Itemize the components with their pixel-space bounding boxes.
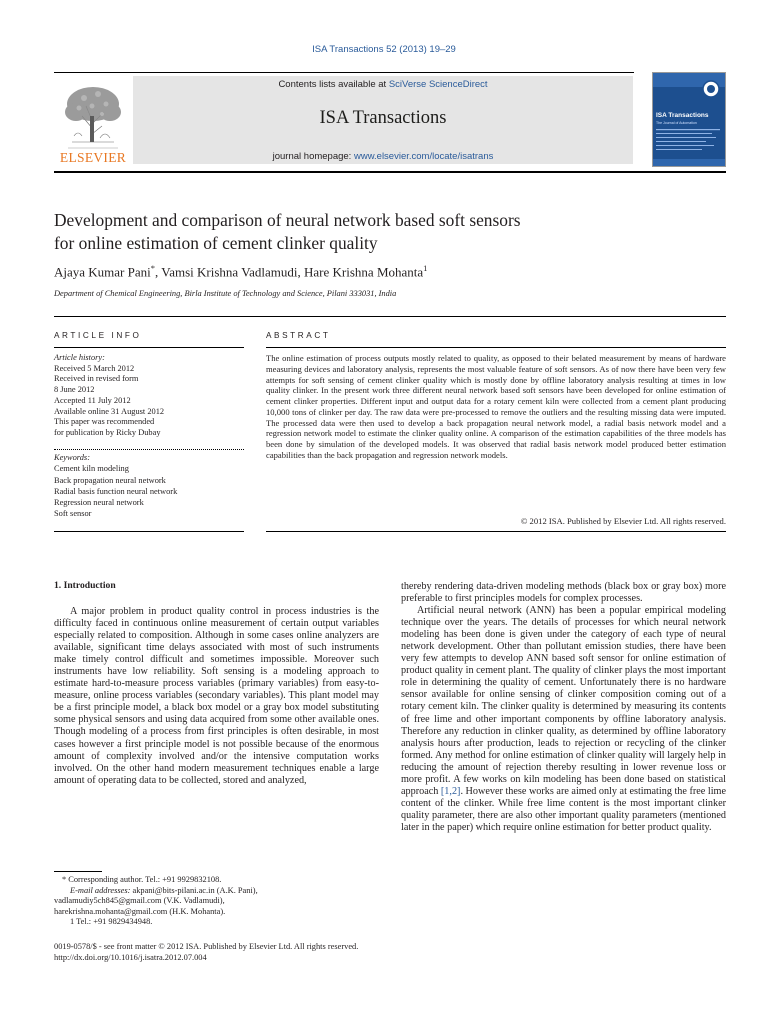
paragraph-text: . However these works are aimed only at estimating the free lime content of the clinker. While free lime content is the most important clinker quality parameter, there are also other important quality parameters (mentioned later in the paper) which require online estimation for better product quality. [401, 785, 726, 833]
author-list [54, 263, 726, 280]
paragraph: thereby rendering data-driven modeling methods (black box or gray box) more preferable to first principles models for complex processes. [401, 581, 726, 605]
history-item: This paper was recommended [54, 417, 155, 427]
header-top-rule [54, 72, 634, 73]
sciencedirect-link[interactable]: SciVerse ScienceDirect [388, 79, 488, 90]
paragraph [401, 605, 726, 834]
elsevier-wordmark: ELSEVIER [59, 150, 127, 165]
article-info-heading: ARTICLE INFO [54, 331, 142, 340]
paragraph-text: Artificial neural network (ANN) has been a popular empirical modeling technique over the years. The details of processes for which neural network modeling has been done is given under the category of each type of neural network development. Other than pollutant emission studies, there have been very few attempts to develop ANN based soft sensor for online estimation of product quality in cement plant. The quality of clinker plays the most important role in determining the quality of cement. Unfortunately there is no hardware sensor available for online sensing of clinker composition coming out of a rotary cement kiln. The clinker quality is determined by measuring its contents of free lime and other important components by offline laboratory analysis. Therefore any reduction in clinker quality, as determined by offline laboratory analysis hours after production, leads to rejection or recycling of the clinker formed. Any method for online estimation of clinker quality will largely help in reducing the amount of rejection thereby resulting in lower revenue loss or more profit. A few works on kiln modeling has been done based on statistical approach [401, 605, 726, 797]
footnote-rule [54, 871, 102, 872]
journal-homepage-link[interactable]: www.elsevier.com/locate/isatrans [353, 151, 494, 162]
journal-citation[interactable]: ISA Transactions 52 (2013) 19–29 [312, 44, 456, 55]
header-bottom-rule [54, 171, 726, 173]
article-history [54, 353, 244, 439]
citation-link[interactable]: [1,2] [440, 785, 461, 797]
corresponding-mark[interactable]: * [150, 263, 156, 273]
affiliation: Department of Chemical Engineering, Birla Institute of Technology and Science, Pilani 333031, India [54, 289, 397, 298]
body-column-left [54, 606, 379, 787]
section-heading-introduction: 1. Introduction [54, 580, 116, 591]
cover-graphic [653, 73, 726, 167]
article-title [54, 209, 726, 255]
footnotes [54, 875, 384, 928]
abstract-bottom-rule [266, 531, 726, 532]
history-label: Article history: [54, 353, 105, 362]
article-info-bottom-rule [54, 531, 244, 532]
authors-rest[interactable]: , Vamsi Krishna Vadlamudi, Hare Krishna Mohanta [155, 264, 424, 280]
keyword-item: Cement kiln modeling [54, 464, 129, 474]
article-info-rule [54, 347, 244, 348]
footnote-mark-1[interactable]: 1 [423, 263, 428, 273]
keywords-divider [54, 449, 244, 450]
history-item: Received 5 March 2012 [54, 363, 135, 373]
keywords-label: Keywords: [54, 453, 90, 462]
journal-name: ISA Transactions [319, 108, 447, 128]
contents-prefix: Contents lists available at [278, 79, 389, 90]
doi-link[interactable]: http://dx.doi.org/10.1016/j.isatra.2012.07.004 [54, 953, 207, 962]
email-link[interactable]: vadlamudiy5ch845@gmail.com (V.K. Vadlamudi), [54, 896, 225, 905]
history-item: 8 June 2012 [54, 385, 95, 395]
body-column-right [401, 581, 726, 834]
abstract-heading: ABSTRACT [266, 331, 331, 340]
email-label: E-mail addresses: [70, 885, 131, 895]
journal-cover-image[interactable] [652, 72, 726, 167]
history-item: Available online 31 August 2012 [54, 406, 165, 416]
abstract-rule [266, 347, 726, 348]
homepage-line [133, 151, 633, 162]
history-item: for publication by Ricky Dubay [54, 427, 161, 437]
title-line-2: for online estimation of cement clinker quality [54, 233, 378, 253]
paragraph: A major problem in product quality control in process industries is the difficulty faced in continuous online measurement of certain output variables especially related to composition. Although in some cases online analyzers are available, significant time delays associated with most of such instruments make timely control difficult and sometimes impossible. Moreover such instruments have low reliability. Soft sensing is a modeling approach to estimate hard-to-measure process variables (primary variables) from easy-to-measure, online process variables (secondary variables). This plant model may be a first principle model, a black box model or a gray box model substituting some physical sensors and using data acquired from some other available ones. Though modeling of a process from first principles is often desirable, in most cases however a first principle model is not possible because of the enormous amount of complexity involved and/or the intensive computation works involved. On the other hand modern measurement techniques enable a large amount of operating data to be collected, stored and analyzed, [54, 606, 379, 786]
title-line-1: Development and comparison of neural network based soft sensors [54, 210, 521, 230]
keyword-item: Regression neural network [54, 498, 144, 508]
history-item: Received in revised form [54, 374, 139, 384]
footnote-phone: 1 Tel.: +91 9829434948. [70, 917, 153, 926]
history-item: Accepted 11 July 2012 [54, 395, 131, 405]
cover-subtitle: The Journal of Automation [656, 121, 697, 125]
footnote-corresponding: * Corresponding author. Tel.: +91 9929832108. [62, 875, 222, 884]
homepage-prefix: journal homepage: [272, 151, 354, 162]
keyword-item: Soft sensor [54, 509, 92, 519]
footnote-emails [54, 886, 384, 897]
keyword-item: Radial basis function neural network [54, 486, 178, 496]
abstract-copyright: © 2012 ISA. Published by Elsevier Ltd. All rights reserved. [520, 516, 726, 526]
cover-title: ISA Transactions [656, 112, 709, 119]
issn-line: 0019-0578/$ - see front matter © 2012 ISA. Published by Elsevier Ltd. All rights reserved. [54, 942, 359, 951]
title-rule [54, 316, 726, 317]
keywords [54, 452, 244, 520]
email-link[interactable]: harekrishna.mohanta@gmail.com (H.K. Mohanta). [54, 906, 226, 916]
keyword-item: Back propagation neural network [54, 475, 166, 485]
contents-line [133, 79, 633, 90]
footer [54, 941, 726, 963]
abstract-text: The online estimation of process outputs mostly related to quality, as opposed to their belated measurement by means of hardware measuring devices and laboratory analysis, represents the most valuable feature of soft sensors. As of now there have been very few attempts for soft sensing of cement clinker quality which is mostly done by offline laboratory analysis resulting at times in low quality clinker. In the present work three different neural network based soft sensors have been developed for online estimation of cement clinker properties. Different input and output data for a rotary cement kiln were collected from a cement plant producing 10,000 tons of clinker per day. The raw data were pre-processed to remove the outliers and the resulting missing data were imputed. The processed data were then used to develop a back propagation neural network model, a radial basis network model and a regression network model to estimate the clinker quality online. A comparison of the estimation capabilities of the three models has been done by simulation of the developed models. It was observed that radial basis network model produced better estimation capabilities than the back propagation and regression network models. [266, 353, 726, 460]
author-1[interactable]: Ajaya Kumar Pani [54, 264, 151, 280]
email-link[interactable]: akpani@bits-pilani.ac.in (A.K. Pani), [130, 885, 258, 895]
